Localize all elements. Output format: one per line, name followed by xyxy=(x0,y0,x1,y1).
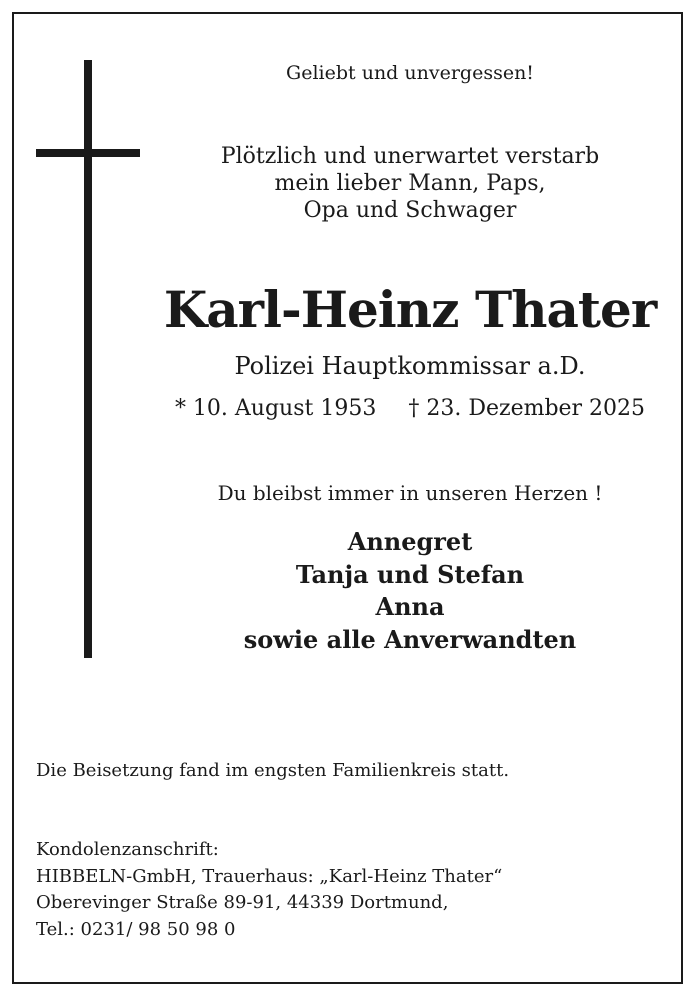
burial-note: Die Beisetzung fand im engsten Familienkreis statt. xyxy=(36,760,510,781)
closing-line: Du bleibst immer in unseren Herzen ! xyxy=(217,481,603,505)
survivor-name: Tanja und Stefan xyxy=(295,559,525,589)
condolence-address xyxy=(36,837,502,943)
intro-line: mein lieber Mann, Paps, xyxy=(274,171,546,196)
survivors-list xyxy=(160,526,660,656)
birth-date: * 10. August 1953 xyxy=(174,396,377,421)
intro-line: Opa und Schwager xyxy=(303,198,517,223)
deceased-name: Karl-Heinz Thater xyxy=(163,280,657,339)
condolence-line: Oberevinger Straße 89-91, 44339 Dortmund, xyxy=(36,892,449,913)
survivor-name: Anna xyxy=(375,592,445,621)
intro-text xyxy=(160,143,660,224)
deceased-title: Polizei Hauptkommissar a.D. xyxy=(234,352,586,380)
condolence-heading: Kondolenzanschrift: xyxy=(36,839,219,860)
death-date: † 23. Dezember 2025 xyxy=(408,396,646,421)
condolence-line: Tel.: 0231/ 98 50 98 0 xyxy=(36,918,236,940)
intro-line: Plötzlich und unerwartet verstarb xyxy=(220,144,600,169)
survivor-name: Annegret xyxy=(347,527,473,556)
cross-horizontal-beam xyxy=(36,149,140,157)
life-dates xyxy=(160,394,660,424)
condolence-line: HIBBELN-GmbH, Trauerhaus: „Karl-Heinz Thater“ xyxy=(36,865,503,887)
motto: Geliebt und unvergessen! xyxy=(286,62,534,84)
survivor-name: sowie alle Anverwandten xyxy=(243,624,577,654)
